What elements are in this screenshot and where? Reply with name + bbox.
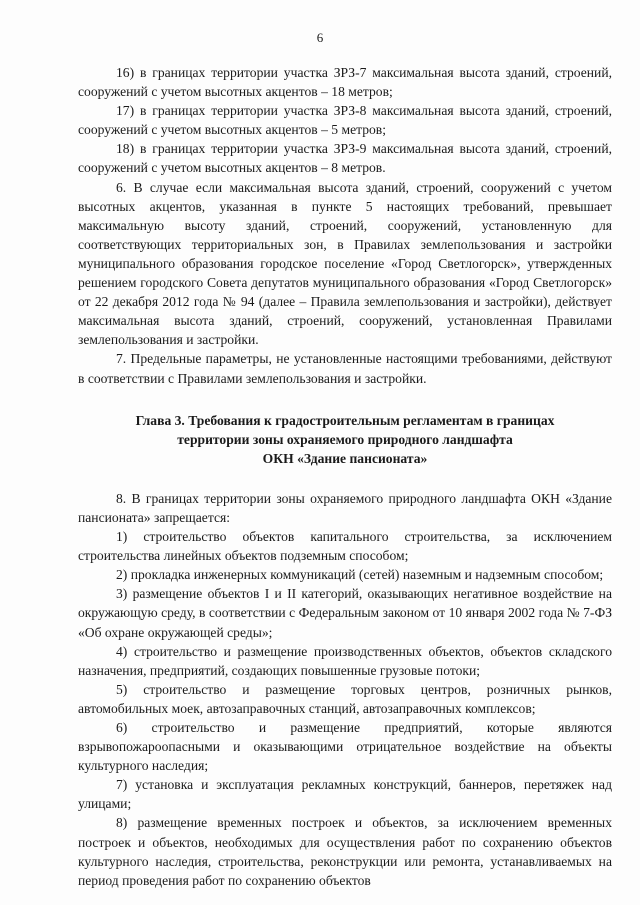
chapter-heading-line-3: ОКН «Здание пансионата» <box>262 450 428 466</box>
section-top <box>78 63 612 388</box>
paragraph-prohibition-8: 8) размещение временных построек и объектов, за исключением временных построек и объектов, необходимых для осуществления работ по сохранению объектов культурного наследия, строительства, реконструкции или ремонта, устанавливаемых на период проведения работ по сохранению объектов <box>78 815 612 888</box>
paragraph-prohibition-4: 4) строительство и размещение производственных объектов, объектов складского назначения, предприятий, создающих повышенные грузовые потоки; <box>78 643 612 678</box>
section-bottom <box>78 489 612 890</box>
chapter-heading-line-2: территории зоны охраняемого природного ландшафта <box>177 431 513 447</box>
paragraph-prohibition-2: 2) прокладка инженерных коммуникаций (сетей) наземным и надземным способом; <box>116 567 604 583</box>
paragraph-clause-8: 8. В границах территории зоны охраняемого природного ландшафта ОКН «Здание пансионата» запрещается: <box>78 490 612 525</box>
paragraph-prohibition-1: 1) строительство объектов капитального строительства, за исключением строительства линейных объектов подземным способом; <box>78 529 612 564</box>
paragraph-clause-7: 7. Предельные параметры, не установленные настоящими требованиями, действуют в соответствии с Правилами землепользования и застройки. <box>78 351 612 386</box>
chapter-heading <box>78 411 612 468</box>
document-body <box>78 63 612 890</box>
paragraph-clause-6: 6. В случае если максимальная высота зданий, строений, сооружений с учетом высотных акцентов, указанная в пункте 5 настоящих требований, превышает максимальную высоту зданий, строений, сооружений, установленную для соответствующих территориальных зон, в Правилах землепользования и застройки муниципального образования городское поселение «Город Светлогорск», утвержденных решением городского Совета депутатов муниципального образования «Город Светлогорск» от 22 декабря 2012 года № 94 (далее – Правила землепользования и застройки), действует максимальная высота зданий, строений, сооружений, установленная Правилами землепользования и застройки. <box>78 179 612 348</box>
chapter-heading-line-1: Глава 3. Требования к градостроительным регламентам в границах <box>135 412 555 428</box>
page-number: 6 <box>316 30 324 45</box>
paragraph-prohibition-3: 3) размещение объектов I и II категорий, оказывающих негативное воздействие на окружающую среду, в соответствии с Федеральным законом от 10 января 2002 года № 7-ФЗ «Об охране окружающей среды»; <box>78 586 612 640</box>
paragraph-prohibition-7: 7) установка и эксплуатация рекламных конструкций, баннеров, перетяжек над улицами; <box>78 777 612 812</box>
paragraph-item-16: 16) в границах территории участка ЗРЗ-7 максимальная высота зданий, строений, сооружений с учетом высотных акцентов – 18 метров; <box>78 65 612 100</box>
paragraph-item-18: 18) в границах территории участка ЗРЗ-9 максимальная высота зданий, строений, сооружений с учетом высотных акцентов – 8 метров. <box>78 141 612 176</box>
paragraph-item-17: 17) в границах территории участка ЗРЗ-8 максимальная высота зданий, строений, сооружений с учетом высотных акцентов – 5 метров; <box>78 103 612 138</box>
paragraph-prohibition-5: 5) строительство и размещение торговых центров, розничных рынков, автомобильных моек, автозаправочных станций, автозаправочных комплексов; <box>78 681 612 716</box>
paragraph-prohibition-6: 6) строительство и размещение предприятий, которые являются взрывопожароопасными и оказывающими отрицательное воздействие на объекты культурного наследия; <box>78 720 612 774</box>
